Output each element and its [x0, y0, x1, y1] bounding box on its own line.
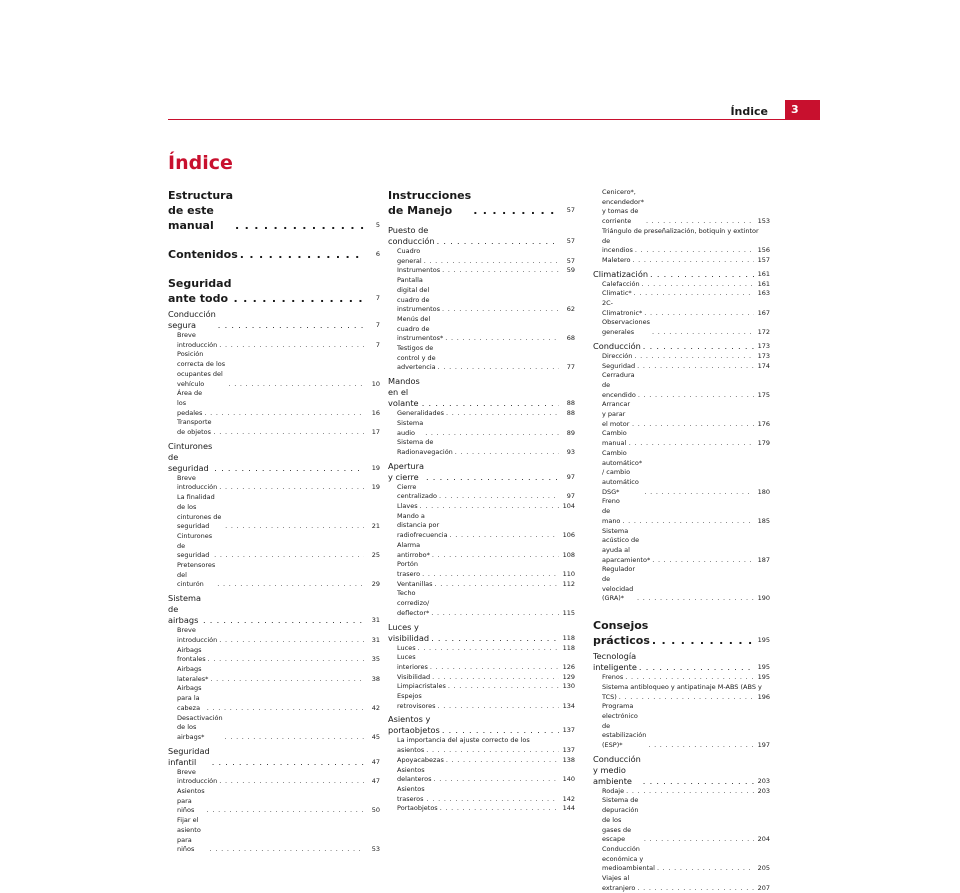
toc-entry[interactable]: Arrancar y parar el motor . . . 176	[602, 400, 770, 429]
toc-entry[interactable]: Cambio manual . . . 179	[602, 429, 770, 448]
toc-section[interactable]: Sistema de airbags . . . 31	[168, 593, 380, 626]
toc-entry[interactable]: Transporte de objetos . . . 17	[177, 418, 380, 437]
toc-entry[interactable]: Pretensores del cinturón . . . 29	[177, 561, 380, 590]
toc-subsection-list	[593, 280, 770, 338]
toc-chapter[interactable]: Estructura de este manual . . . 5	[168, 188, 380, 233]
toc-entry[interactable]: Asientos para niños . . . 50	[177, 787, 380, 816]
toc-entry[interactable]: Sistema audio . . . 89	[397, 419, 575, 438]
toc-subsection-list	[388, 483, 575, 619]
toc-entry[interactable]: Viajes al extranjero . . . 207	[602, 874, 770, 893]
toc-subsection-list	[168, 331, 380, 438]
toc-entry[interactable]: Cierre centralizado . . . 97	[397, 483, 575, 502]
toc-chapter[interactable]: Consejos prácticos . . . 195	[593, 618, 770, 648]
toc-section[interactable]: Conducción segura . . . 7	[168, 309, 380, 331]
toc-column-1	[168, 188, 380, 855]
toc-entry[interactable]: Luces . . . 118	[397, 644, 575, 654]
toc-entry[interactable]: Airbags frontales . . . 35	[177, 646, 380, 665]
toc-subsection-list	[388, 644, 575, 712]
header-divider	[168, 119, 820, 120]
toc-entry[interactable]: Sistema de depuración de los gases de escape . . . 204	[602, 796, 770, 845]
toc-entry-wrapped-line[interactable]: La importancia del ajuste correcto de los	[397, 736, 530, 745]
toc-entry-wrapped-line[interactable]: Sistema antibloqueo y antipatinaje M-ABS (ABS y	[602, 682, 762, 691]
toc-entry[interactable]: Desactivación de los airbags* . . . 45	[177, 714, 380, 743]
toc-section[interactable]: Puesto de conducción . . . 57	[388, 225, 575, 247]
toc-entry[interactable]: Conducción económica y medioambiental . . . 205	[602, 845, 770, 874]
toc-entry[interactable]: Sistema acústico de ayuda al aparcamiento* . . . 187	[602, 527, 770, 566]
toc-entry[interactable]: Asientos delanteros . . . 140	[397, 766, 575, 785]
toc-subsection-list	[388, 409, 575, 458]
toc-section[interactable]: Tecnología inteligente . . . 195	[593, 651, 770, 673]
toc-column-3	[593, 188, 770, 893]
toc-entry[interactable]: asientos . . . 137	[397, 746, 575, 756]
toc-subsection-list	[593, 787, 770, 893]
toc-entry[interactable]: Generalidades . . . 88	[397, 409, 575, 419]
toc-entry[interactable]: 2C-Climatronic* . . . 167	[602, 299, 770, 318]
toc-entry[interactable]: Breve introducción . . . 7	[177, 331, 380, 350]
toc-entry[interactable]: Portaobjetos . . . 144	[397, 804, 575, 814]
toc-entry[interactable]: Maletero . . . 157	[602, 256, 770, 266]
toc-section[interactable]: Mandos en el volante . . . 88	[388, 376, 575, 409]
toc-entry[interactable]: Testigos de control y de advertencia . . . 77	[397, 344, 575, 373]
toc-entry[interactable]: Menús del cuadro de instrumentos* . . . 68	[397, 315, 575, 344]
toc-entry[interactable]: Breve introducción . . . 47	[177, 768, 380, 787]
toc-chapter[interactable]: Contenidos . . . 6	[168, 247, 380, 262]
toc-entry-wrapped-line[interactable]: Triángulo de preseñalización, botiquín y extintor	[602, 226, 759, 235]
toc-entry[interactable]: Ventanillas . . . 112	[397, 580, 575, 590]
toc-section[interactable]: Conducción . . . 173	[593, 341, 770, 352]
toc-chapter[interactable]: Instrucciones de Manejo . . . 57	[388, 188, 575, 218]
toc-chapter[interactable]: Seguridad ante todo . . . 7	[168, 276, 380, 306]
toc-entry[interactable]: Visibilidad . . . 129	[397, 673, 575, 683]
toc-section[interactable]: Luces y visibilidad . . . 118	[388, 622, 575, 644]
toc-subsection-list	[593, 188, 770, 266]
toc-entry[interactable]: Pantalla digital del cuadro de instrumentos . . . 62	[397, 276, 575, 315]
toc-subsection-list	[593, 673, 770, 751]
toc-entry[interactable]: Dirección . . . 173	[602, 352, 770, 362]
toc-section[interactable]: Seguridad infantil . . . 47	[168, 746, 380, 768]
toc-entry[interactable]: Programa electrónico de estabilización (ESP)* . . . 197	[602, 702, 770, 751]
toc-entry[interactable]: Rodaje . . . 203	[602, 787, 770, 797]
toc-entry[interactable]: Frenos . . . 195	[602, 673, 770, 683]
toc-subsection-list	[168, 768, 380, 855]
toc-entry[interactable]: Breve introducción . . . 31	[177, 626, 380, 645]
toc-entry[interactable]: Calefacción . . . 161	[602, 280, 770, 290]
toc-subsection-list	[168, 626, 380, 742]
toc-entry[interactable]: Sistema de Radionavegación . . . 93	[397, 438, 575, 457]
toc-entry[interactable]: Mando a distancia por radiofrecuencia . . . 106	[397, 512, 575, 541]
toc-entry[interactable]: Área de los pedales . . . 16	[177, 389, 380, 418]
toc-subsection-list	[388, 736, 575, 814]
toc-entry[interactable]: Cenicero*, encendedor* y tomas de corriente . . . 153	[602, 188, 770, 227]
toc-entry[interactable]: Limpiacristales . . . 130	[397, 682, 575, 692]
toc-subsection-list	[593, 352, 770, 604]
toc-subsection-list	[388, 247, 575, 373]
toc-entry[interactable]: Llaves . . . 104	[397, 502, 575, 512]
toc-entry[interactable]: Seguridad . . . 174	[602, 362, 770, 372]
toc-section[interactable]: Conducción y medio ambiente . . . 203	[593, 754, 770, 787]
running-header-title: Índice	[730, 105, 768, 118]
toc-subsection-list	[168, 474, 380, 590]
toc-entry[interactable]: Luces interiores . . . 126	[397, 653, 575, 672]
toc-entry[interactable]: Asientos traseros . . . 142	[397, 785, 575, 804]
toc-column-2	[388, 188, 575, 814]
toc-entry[interactable]: Cambio automático* / cambio automático DSG* . . . 180	[602, 449, 770, 498]
toc-section[interactable]: Cinturones de seguridad . . . 19	[168, 441, 380, 474]
toc-entry[interactable]: Cerradura de encendido . . . 175	[602, 371, 770, 400]
toc-entry[interactable]: Instrumentos . . . 59	[397, 266, 575, 276]
toc-entry[interactable]: Airbags para la cabeza . . . 42	[177, 684, 380, 713]
toc-entry[interactable]: TCS) . . . 196	[602, 693, 770, 703]
toc-entry[interactable]: Espejos retrovisores . . . 134	[397, 692, 575, 711]
toc-entry[interactable]: Fijar el asiento para niños . . . 53	[177, 816, 380, 855]
toc-entry[interactable]: Breve introducción . . . 19	[177, 474, 380, 493]
page-number-badge: 3	[785, 100, 820, 120]
toc-entry[interactable]: Freno de mano . . . 185	[602, 497, 770, 526]
toc-entry[interactable]: Regulador de velocidad (GRA)* . . . 190	[602, 565, 770, 604]
toc-entry[interactable]: Cinturones de seguridad . . . 25	[177, 532, 380, 561]
toc-entry[interactable]: Cuadro general . . . 57	[397, 247, 575, 266]
toc-entry[interactable]: Techo corredizo/ deflector* . . . 115	[397, 589, 575, 618]
toc-entry[interactable]: de incendios . . . 156	[602, 237, 770, 256]
toc-entry[interactable]: Climatic* . . . 163	[602, 289, 770, 299]
toc-entry[interactable]: Observaciones generales . . . 172	[602, 318, 770, 337]
toc-section[interactable]: Asientos y portaobjetos . . . 137	[388, 714, 575, 736]
toc-entry[interactable]: Airbags laterales* . . . 38	[177, 665, 380, 684]
page-title: Índice	[168, 152, 233, 174]
toc-entry[interactable]: Portón trasero . . . 110	[397, 560, 575, 579]
toc-entry[interactable]: La finalidad de los cinturones de seguridad . . . 21	[177, 493, 380, 532]
toc-entry[interactable]: Posición correcta de los ocupantes del vehículo . . . 10	[177, 350, 380, 389]
toc-entry[interactable]: Alarma antirrobo* . . . 108	[397, 541, 575, 560]
toc-section[interactable]: Climatización . . . 161	[593, 269, 770, 280]
toc-section[interactable]: Apertura y cierre . . . 97	[388, 461, 575, 483]
toc-entry[interactable]: Apoyacabezas . . . 138	[397, 756, 575, 766]
